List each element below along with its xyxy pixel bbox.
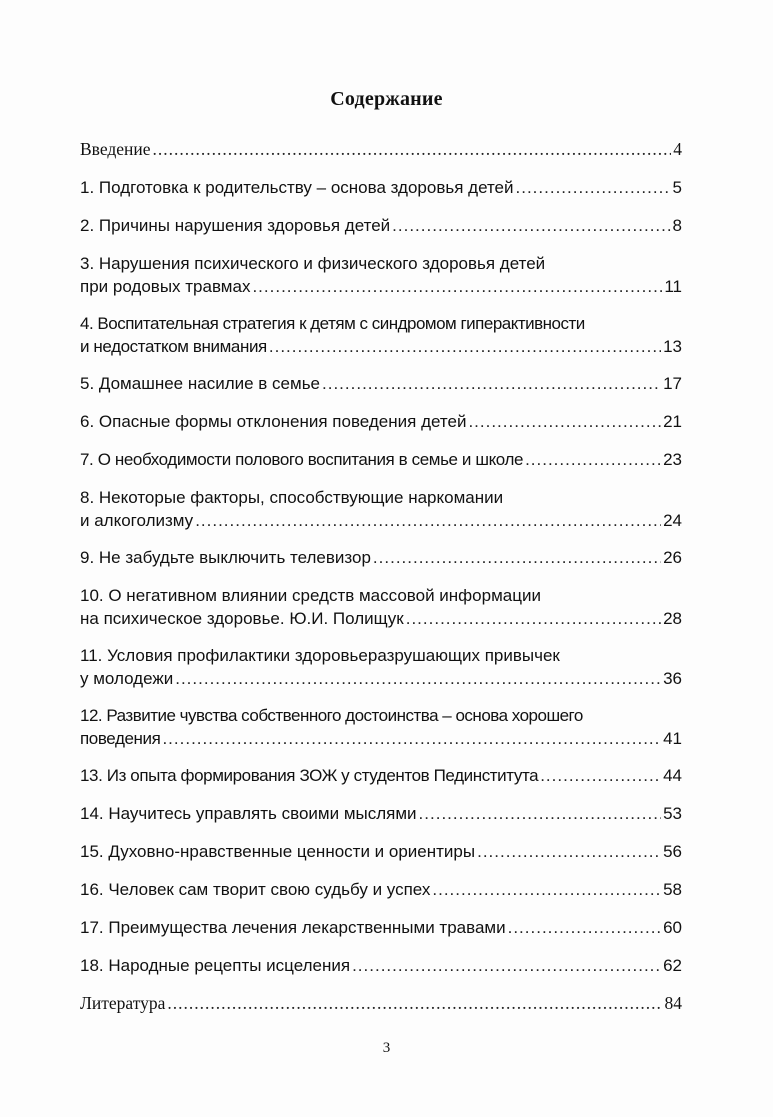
toc-page-number: 84 <box>664 993 682 1013</box>
toc-entry-18 <box>80 954 682 977</box>
toc-entry-9 <box>80 546 682 569</box>
dot-leader <box>392 214 670 237</box>
toc-entry-6 <box>80 410 682 433</box>
dot-leader <box>525 448 661 471</box>
toc-entry-title: 5. Домашнее насилие в семье <box>80 374 321 393</box>
toc-entry-title: 11. Условия профилактики здоровьеразрушающих привычек <box>80 646 560 665</box>
toc-entry-13 <box>80 764 682 787</box>
dot-leader <box>406 607 661 630</box>
toc-entry-title: Введение <box>80 139 151 159</box>
dot-leader <box>195 509 661 532</box>
dot-leader <box>516 176 671 199</box>
toc-page-number: 13 <box>663 337 682 356</box>
toc-entry-title: 4. Воспитательная стратегия к детям с синдромом гиперактивности <box>80 314 585 333</box>
toc-entry-title-continued: и алкоголизму <box>80 511 194 530</box>
dot-leader <box>167 992 662 1015</box>
toc-entry-title: 9. Не забудьте выключить телевизор <box>80 548 371 567</box>
dot-leader <box>252 275 662 298</box>
dot-leader <box>432 878 661 901</box>
toc-entry-title: 13. Из опыта формирования ЗОЖ у студентов Пединститута <box>80 766 539 785</box>
toc-entry-literature <box>80 992 682 1015</box>
toc-entry-16 <box>80 878 682 901</box>
toc-page-number: 5 <box>672 178 682 197</box>
toc-page-number: 11 <box>664 277 682 296</box>
dot-leader <box>477 840 661 863</box>
toc-entry-2 <box>80 214 682 237</box>
dot-leader <box>153 138 672 161</box>
toc-entry-8 <box>80 486 682 532</box>
toc-entry-title: 3. Нарушения психического и физического здоровья детей <box>80 254 546 273</box>
toc-entry-title: 1. Подготовка к родительству – основа здоровья детей <box>80 178 514 197</box>
toc-entry-title-continued: на психическое здоровье. Ю.И. Полищук <box>80 609 404 628</box>
toc-page-number: 17 <box>663 374 682 393</box>
toc-entry-title-continued: и недостатком внимания <box>80 337 267 356</box>
toc-page-number: 24 <box>663 511 682 530</box>
toc-entry-11 <box>80 644 682 690</box>
toc-entry-7 <box>80 448 682 471</box>
toc-page-number: 41 <box>663 729 682 748</box>
toc-entry-title-continued: при родовых травмах <box>80 277 251 296</box>
toc-page-number: 56 <box>663 842 682 861</box>
toc-page-number: 23 <box>663 450 682 469</box>
toc-page-number: 26 <box>663 548 682 567</box>
toc-page-number: 36 <box>663 669 682 688</box>
dot-leader <box>508 916 661 939</box>
toc-entry-4 <box>80 312 682 358</box>
dot-leader <box>540 764 661 787</box>
dot-leader <box>352 954 661 977</box>
toc-page-number: 58 <box>663 880 682 899</box>
toc-page-number: 21 <box>663 412 682 431</box>
toc-entry-title: 15. Духовно-нравственные ценности и ориентиры <box>80 842 476 861</box>
toc-entry-title: Литература <box>80 993 166 1013</box>
toc-entry-12 <box>80 704 682 750</box>
page-number: 3 <box>382 1040 391 1056</box>
dot-leader <box>322 372 661 395</box>
toc-entry-title: 17. Преимущества лечения лекарственными травами <box>80 918 506 937</box>
toc-page-number: 4 <box>673 139 682 159</box>
toc-page-number: 60 <box>663 918 682 937</box>
toc-page-number: 8 <box>672 216 682 235</box>
toc-entry-5 <box>80 372 682 395</box>
dot-leader <box>269 335 661 358</box>
toc-entry-title-continued: поведения <box>80 729 161 748</box>
dot-leader <box>373 546 661 569</box>
toc-entry-title: 6. Опасные формы отклонения поведения детей <box>80 412 467 431</box>
toc-entry-title: 8. Некоторые факторы, способствующие наркомании <box>80 488 504 507</box>
toc-page-number: 44 <box>663 766 682 785</box>
toc-entry-title: 12. Развитие чувства собственного достоинства – основа хорошего <box>80 706 583 725</box>
table-of-contents <box>80 138 682 1030</box>
toc-entry-14 <box>80 802 682 825</box>
dot-leader <box>175 667 661 690</box>
toc-entry-3 <box>80 252 682 298</box>
toc-entry-17 <box>80 916 682 939</box>
toc-entry-15 <box>80 840 682 863</box>
dot-leader <box>419 802 662 825</box>
dot-leader <box>468 410 661 433</box>
toc-page-number: 62 <box>663 956 682 975</box>
toc-title: Содержание <box>330 88 443 110</box>
toc-entry-title: 18. Народные рецепты исцеления <box>80 956 351 975</box>
toc-page-number: 53 <box>663 804 682 823</box>
dot-leader <box>162 727 661 750</box>
toc-entry-10 <box>80 584 682 630</box>
toc-entry-title: 16. Человек сам творит свою судьбу и успех <box>80 880 431 899</box>
toc-entry-title: 10. О негативном влиянии средств массовой информации <box>80 586 541 605</box>
toc-entry-introduction <box>80 138 682 161</box>
toc-entry-title: 14. Научитесь управлять своими мыслями <box>80 804 417 823</box>
toc-entry-1 <box>80 176 682 199</box>
toc-entry-title: 7. О необходимости полового воспитания в семье и школе <box>80 450 524 469</box>
toc-page-number: 28 <box>663 609 682 628</box>
toc-entry-title: 2. Причины нарушения здоровья детей <box>80 216 391 235</box>
toc-entry-title-continued: у молодежи <box>80 669 174 688</box>
